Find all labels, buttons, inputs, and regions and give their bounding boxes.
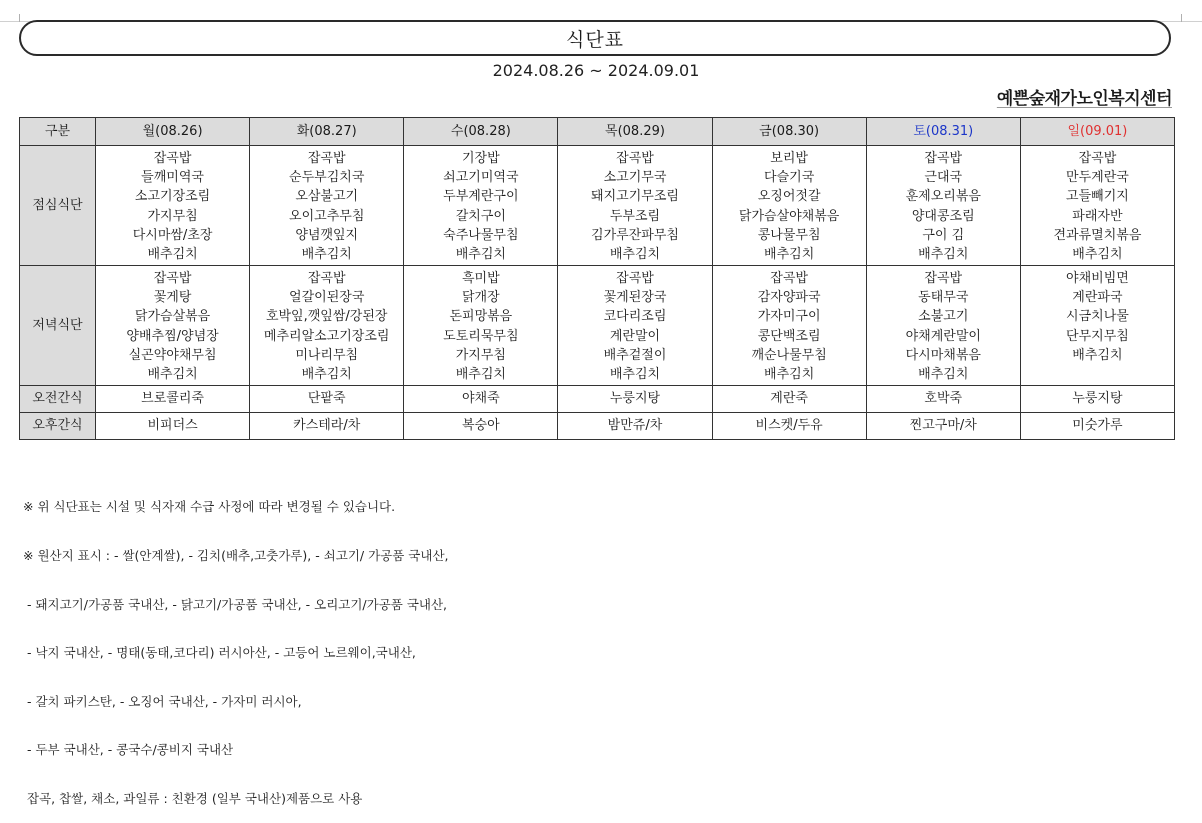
menu-item: 고들빼기지 — [1066, 189, 1129, 205]
menu-item: 호박잎,깻잎쌈/강된장 — [265, 309, 388, 325]
menu-item: 양배추찜/양념장 — [126, 328, 219, 344]
lunch-cell — [866, 146, 1020, 266]
menu-item: 배추김치 — [918, 247, 969, 263]
menu-item: 미나리무침 — [295, 347, 359, 363]
menu-item: 만두계란국 — [1066, 170, 1129, 186]
menu-item: 다시마채볶음 — [905, 347, 981, 363]
menu-item: 배추김치 — [609, 247, 661, 263]
menu-item: 콩단백조림 — [757, 328, 821, 344]
menu-item: 가지무침 — [147, 208, 198, 224]
menu-item: 배추김치 — [301, 247, 352, 263]
menu-item: 배추김치 — [764, 247, 815, 263]
menu-item: 돼지고기무조림 — [591, 189, 679, 205]
menu-item: 배추김치 — [918, 367, 969, 383]
menu-item: 가자미구이 — [757, 309, 821, 325]
menu-item: 배추김치 — [301, 367, 352, 383]
menu-item: 순두부김치국 — [289, 170, 365, 186]
menu-item: 닭개장 — [462, 290, 500, 306]
menu-item: 코다리조림 — [603, 309, 667, 325]
pm-snack-cell: 미숫가루 — [1020, 413, 1174, 440]
menu-item: 쇠고기미역국 — [443, 170, 519, 186]
menu-item: 잡곡밥 — [770, 271, 808, 286]
day-header-sat: 토(08.31) — [866, 118, 1020, 146]
lunch-cell — [250, 146, 404, 266]
menu-item: 메추리알소고기장조림 — [263, 328, 390, 344]
menu-item: 오징어젓갈 — [757, 189, 821, 205]
day-header-mon: 월(08.26) — [96, 118, 250, 146]
page-title: 식단표 — [565, 28, 625, 51]
menu-item: 소고기무국 — [603, 170, 667, 186]
date-range: 2024.08.26 ~ 2024.09.01 — [492, 61, 700, 80]
menu-item: 소고기장조림 — [134, 189, 211, 205]
menu-item: 숙주나물무침 — [443, 227, 519, 243]
menu-item: 배추김치 — [1072, 347, 1123, 363]
menu-item: 잡곡밥 — [616, 271, 654, 286]
menu-item: 갈치구이 — [455, 208, 506, 224]
pm-snack-row — [20, 413, 1175, 440]
row-label-am-snack: 오전간식 — [20, 386, 96, 413]
margin-marker-right — [1181, 14, 1182, 22]
menu-item: 배추겉절이 — [603, 347, 667, 363]
menu-item: 들깨미역국 — [141, 170, 204, 186]
lunch-cell — [1020, 146, 1174, 266]
menu-item: 야채계란말이 — [905, 328, 981, 344]
pm-snack-cell: 밤만쥬/차 — [558, 413, 712, 440]
menu-item: 단무지무침 — [1066, 328, 1129, 344]
row-label-dinner: 저녁식단 — [20, 266, 96, 386]
dinner-cell — [866, 266, 1020, 386]
menu-table — [19, 117, 1175, 440]
notes-block — [23, 467, 449, 823]
menu-item: 계란파국 — [1072, 290, 1123, 306]
title-banner — [19, 20, 1171, 56]
menu-item: 김가루잔파무침 — [591, 227, 679, 243]
note-line: ※ 위 식단표는 시설 및 식자재 수급 사정에 따라 변경될 수 있습니다. — [23, 499, 396, 515]
menu-item: 배추김치 — [147, 247, 198, 263]
note-line: 잡곡, 찹쌀, 채소, 과일류 : 친환경 (일부 국내산)제품으로 사용 — [23, 791, 363, 807]
am-snack-row — [20, 386, 1175, 413]
pm-snack-cell: 비스켓/두유 — [712, 413, 866, 440]
dinner-row — [20, 266, 1175, 386]
menu-item: 잡곡밥 — [924, 271, 963, 286]
menu-item: 파래자반 — [1072, 208, 1123, 224]
menu-item: 잡곡밥 — [1078, 151, 1117, 166]
am-snack-cell: 계란죽 — [712, 386, 866, 413]
lunch-cell — [712, 146, 866, 266]
day-header-tue: 화(08.27) — [250, 118, 404, 146]
day-header-wed: 수(08.28) — [404, 118, 558, 146]
am-snack-cell: 야채죽 — [404, 386, 558, 413]
menu-item: 가지무침 — [455, 347, 506, 363]
note-line: - 돼지고기/가공품 국내산, - 닭고기/가공품 국내산, - 오리고기/가공품 국내산, — [23, 596, 448, 612]
menu-item: 돈피망볶음 — [449, 309, 513, 325]
menu-item: 훈제오리볶음 — [905, 189, 981, 205]
dinner-cell — [712, 266, 866, 386]
menu-item: 두부조림 — [609, 208, 661, 224]
menu-item: 기장밥 — [462, 151, 500, 166]
menu-item: 보리밥 — [770, 151, 808, 166]
menu-item — [1021, 365, 1174, 384]
menu-item: 배추김치 — [1072, 247, 1123, 263]
dinner-cell — [558, 266, 712, 386]
margin-marker-left — [19, 14, 20, 22]
menu-item: 소불고기 — [918, 309, 969, 325]
menu-item: 깨순나물무침 — [751, 347, 827, 363]
menu-item: 꽃게탕 — [153, 290, 192, 306]
day-header-fri: 금(08.30) — [712, 118, 866, 146]
note-line: - 두부 국내산, - 콩국수/콩비지 국내산 — [23, 742, 234, 758]
lunch-row — [20, 146, 1175, 266]
header-label: 구분 — [20, 118, 96, 146]
header-row — [20, 118, 1175, 146]
menu-item: 실곤약야채무침 — [128, 347, 217, 363]
menu-item: 감자양파국 — [757, 290, 821, 306]
dinner-cell — [250, 266, 404, 386]
am-snack-cell: 호박죽 — [866, 386, 1020, 413]
menu-item: 도토리묵무침 — [443, 328, 519, 344]
pm-snack-cell: 복숭아 — [404, 413, 558, 440]
menu-item: 양대콩조림 — [911, 208, 975, 224]
menu-item: 견과류멸치볶음 — [1053, 227, 1142, 243]
menu-item: 다시마쌈/초장 — [132, 227, 213, 243]
menu-item: 구이 김 — [922, 227, 965, 243]
menu-item: 다슬기국 — [764, 170, 815, 186]
lunch-cell — [96, 146, 250, 266]
menu-item: 배추김치 — [609, 367, 661, 383]
am-snack-cell: 누룽지탕 — [558, 386, 712, 413]
row-label-pm-snack: 오후간식 — [20, 413, 96, 440]
dinner-cell — [96, 266, 250, 386]
menu-item: 잡곡밥 — [153, 151, 192, 166]
menu-item: 닭가슴살볶음 — [134, 309, 211, 325]
menu-item: 근대국 — [924, 170, 963, 186]
menu-item: 배추김치 — [455, 367, 506, 383]
menu-item: 배추김치 — [455, 247, 506, 263]
am-snack-cell: 브로콜리죽 — [96, 386, 250, 413]
center-name: 예쁜숲재가노인복지센터 — [996, 89, 1172, 109]
menu-item: 잡곡밥 — [153, 271, 192, 286]
menu-item: 배추김치 — [764, 367, 815, 383]
note-line: - 낙지 국내산, - 명태(동태,코다리) 러시아산, - 고등어 노르웨이,국내산, — [23, 645, 416, 661]
lunch-cell — [558, 146, 712, 266]
menu-item: 시금치나물 — [1066, 309, 1129, 325]
menu-item: 콩나물무침 — [757, 227, 821, 243]
pm-snack-cell: 찐고구마/차 — [866, 413, 1020, 440]
menu-item: 닭가슴살야채볶음 — [738, 208, 840, 224]
note-line: - 갈치 파키스탄, - 오징어 국내산, - 가자미 러시아, — [23, 693, 302, 709]
menu-item: 잡곡밥 — [307, 271, 346, 286]
pm-snack-cell: 카스테라/차 — [250, 413, 404, 440]
menu-item: 잡곡밥 — [924, 151, 963, 166]
lunch-cell — [404, 146, 558, 266]
menu-item: 오이고추무침 — [289, 208, 365, 224]
dinner-cell — [404, 266, 558, 386]
menu-item: 꽃게된장국 — [603, 290, 667, 306]
menu-item: 야채비빔면 — [1066, 271, 1129, 286]
dinner-cell — [1020, 266, 1174, 386]
menu-item: 얼갈이된장국 — [289, 290, 365, 306]
menu-item: 양념깻잎지 — [295, 227, 359, 243]
menu-item: 잡곡밥 — [307, 151, 346, 166]
note-line: ※ 원산지 표시 : - 쌀(안계쌀), - 김치(배추,고춧가루), - 쇠고기/ 가공품 국내산, — [23, 548, 449, 564]
pm-snack-cell: 비피더스 — [96, 413, 250, 440]
menu-item: 잡곡밥 — [616, 151, 654, 166]
am-snack-cell: 누룽지탕 — [1020, 386, 1174, 413]
am-snack-cell: 단팥죽 — [250, 386, 404, 413]
menu-item: 두부계란구이 — [443, 189, 519, 205]
menu-item: 동태무국 — [918, 290, 969, 306]
menu-item: 오삼불고기 — [295, 189, 359, 205]
day-header-sun: 일(09.01) — [1020, 118, 1174, 146]
menu-item: 배추김치 — [147, 367, 198, 383]
menu-item: 계란말이 — [609, 328, 661, 344]
menu-item: 흑미밥 — [462, 271, 500, 286]
day-header-thu: 목(08.29) — [558, 118, 712, 146]
row-label-lunch: 점심식단 — [20, 146, 96, 266]
